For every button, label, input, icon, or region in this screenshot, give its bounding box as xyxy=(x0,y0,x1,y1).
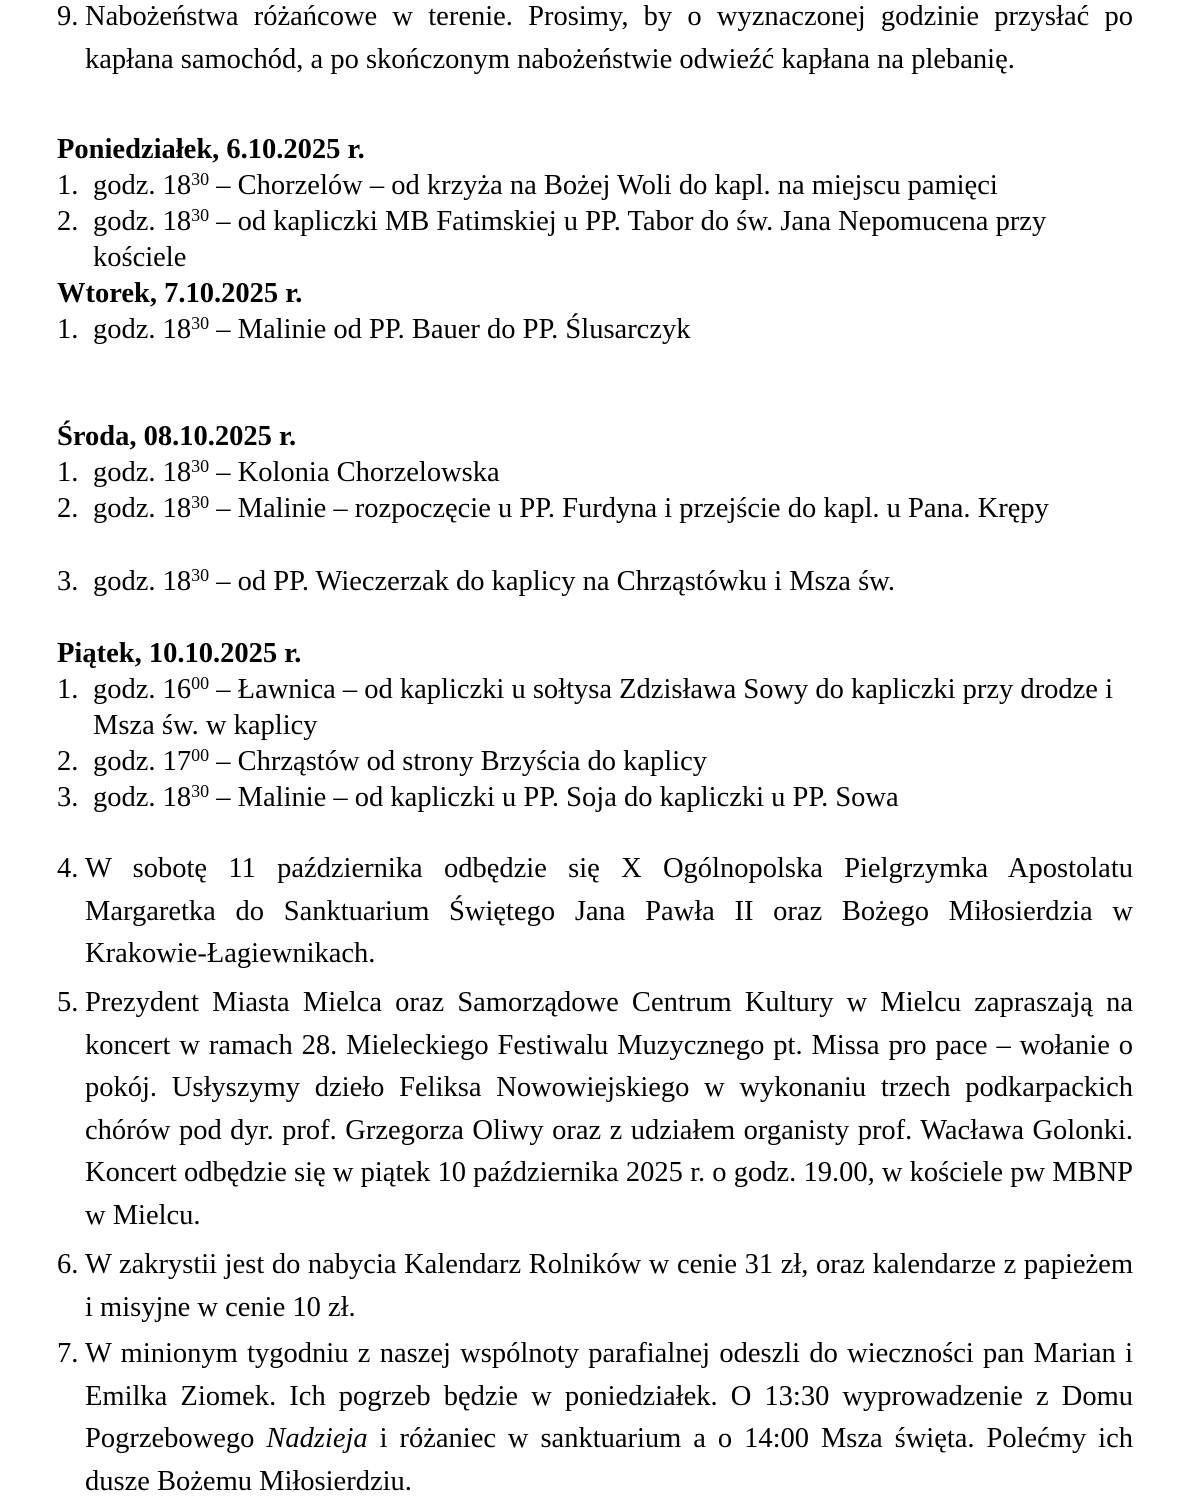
item-number: 1. xyxy=(57,170,79,201)
time-prefix: godz. 16 xyxy=(93,674,192,705)
time-minutes: 30 xyxy=(191,781,210,801)
schedule-item xyxy=(57,564,1133,600)
announcement-item-6 xyxy=(57,1244,1133,1329)
schedule-item xyxy=(57,455,1133,491)
schedule-item xyxy=(57,204,1133,276)
schedule-item xyxy=(57,168,1133,204)
item-number: 2. xyxy=(57,206,79,237)
schedule-item xyxy=(57,780,1133,816)
item-text-part: i różaniec w sanktuarium a o 14:00 Msza święta. Polećmy ich dusze Bożemu Miłosierdziu. xyxy=(85,1423,1134,1497)
schedule-text: – Malinie – rozpoczęcie u PP. Furdyna i przejście do kapl. u Pana. Krępy xyxy=(209,493,1049,524)
time-prefix: godz. 18 xyxy=(93,457,192,488)
item-text: Nabożeństwa różańcowe w terenie. Prosimy, by o wyznaczonej godzinie przysłać po kapłana samochód, a po skończonym nabożeństwie odwieźć kapłana na plebanię. xyxy=(85,1,1133,75)
schedule-text: – Chrząstów od strony Brzyścia do kaplicy xyxy=(209,746,708,777)
time-minutes: 30 xyxy=(191,205,210,225)
item-number: 3. xyxy=(57,566,79,597)
time-prefix: godz. 18 xyxy=(93,170,192,201)
item-number: 7. xyxy=(57,1338,79,1369)
schedule-text: – Malinie od PP. Bauer do PP. Ślusarczyk xyxy=(209,314,691,345)
day-heading-tuesday: Wtorek, 7.10.2025 r. xyxy=(57,278,303,309)
schedule-text: – od PP. Wieczerzak do kaplicy na Chrząstówku i Msza św. xyxy=(209,566,896,597)
schedule-text: – Malinie – od kapliczki u PP. Soja do kapliczki u PP. Sowa xyxy=(209,782,899,813)
item-number: 2. xyxy=(57,493,79,524)
time-prefix: godz. 18 xyxy=(93,782,192,813)
schedule-item xyxy=(57,672,1133,744)
item-text: W sobotę 11 października odbędzie się X Ogólnopolska Pielgrzymka Apostolatu Margaretka do Sanktuarium Świętego Jana Pawła II oraz Bożego Miłosierdzia w Krakowie-Łagiewnikach. xyxy=(85,853,1133,969)
announcement-item-5 xyxy=(57,982,1133,1237)
item-number: 3. xyxy=(57,782,79,813)
announcement-item-9 xyxy=(57,0,1133,81)
time-minutes: 00 xyxy=(191,745,210,765)
item-number: 1. xyxy=(57,314,79,345)
schedule-item xyxy=(57,491,1097,527)
time-prefix: godz. 18 xyxy=(93,493,192,524)
time-minutes: 30 xyxy=(191,565,210,585)
item-number: 4. xyxy=(57,853,79,884)
schedule-text: – Chorzelów – od krzyża na Bożej Woli do kapl. na miejscu pamięci xyxy=(209,170,998,201)
schedule-item xyxy=(57,744,1133,780)
time-minutes: 30 xyxy=(191,169,210,189)
time-prefix: godz. 18 xyxy=(93,314,192,345)
item-number: 1. xyxy=(57,457,79,488)
day-heading-wednesday: Środa, 08.10.2025 r. xyxy=(57,421,297,452)
time-minutes: 30 xyxy=(191,313,210,333)
day-heading-monday: Poniedziałek, 6.10.2025 r. xyxy=(57,134,365,165)
funeral-home-name: Nadzieja xyxy=(266,1423,368,1454)
time-minutes: 30 xyxy=(191,456,210,476)
announcement-item-4 xyxy=(57,848,1133,976)
item-text: Prezydent Miasta Mielca oraz Samorządowe Centrum Kultury w Mielcu zapraszają na koncert w ramach 28. Mieleckiego Festiwalu Muzycznego pt. Missa pro pace – wołanie o pokój. Usłyszymy dzieło Feliksa Nowowiejskiego w wykonaniu trzech podkarpackich chórów pod dyr. prof. Grzegorza Oliwy oraz z udziałem organisty prof. Wacława Golonki. Koncert odbędzie się w piątek 10 października 2025 r. o godz. 19.00, w kościele pw MBNP w Mielcu. xyxy=(85,987,1133,1231)
announcement-item-7 xyxy=(57,1333,1133,1503)
item-number: 9. xyxy=(57,1,79,32)
time-minutes: 30 xyxy=(191,492,210,512)
day-heading-friday: Piątek, 10.10.2025 r. xyxy=(57,638,302,669)
item-text-part: W minionym tygodniu z naszej wspólnoty parafialnej odeszli do wieczności pan Marian i Emilka Ziomek. Ich pogrzeb będzie w poniedziałek. O 13:30 wyprowadzenie z Domu Pogrzebowego xyxy=(85,1338,1133,1454)
schedule-text: – od kapliczki MB Fatimskiej u PP. Tabor do św. Jana Nepomucena przy kościele xyxy=(93,206,1047,273)
item-text xyxy=(85,1333,1133,1503)
item-text: W zakrystii jest do nabycia Kalendarz Rolników w cenie 31 zł, oraz kalendarze z papieżem i misyjne w cenie 10 zł. xyxy=(85,1249,1133,1323)
schedule-text: – Kolonia Chorzelowska xyxy=(209,457,500,488)
item-number: 2. xyxy=(57,746,79,777)
time-minutes: 00 xyxy=(191,673,210,693)
item-number: 1. xyxy=(57,674,79,705)
time-prefix: godz. 18 xyxy=(93,206,192,237)
schedule-item xyxy=(57,312,1133,348)
time-prefix: godz. 17 xyxy=(93,746,192,777)
item-number: 6. xyxy=(57,1249,79,1280)
schedule-text: – Ławnica – od kapliczki u sołtysa Zdzisława Sowy do kapliczki przy drodze i Msza św. w kaplicy xyxy=(93,674,1113,741)
item-number: 5. xyxy=(57,987,79,1018)
time-prefix: godz. 18 xyxy=(93,566,192,597)
